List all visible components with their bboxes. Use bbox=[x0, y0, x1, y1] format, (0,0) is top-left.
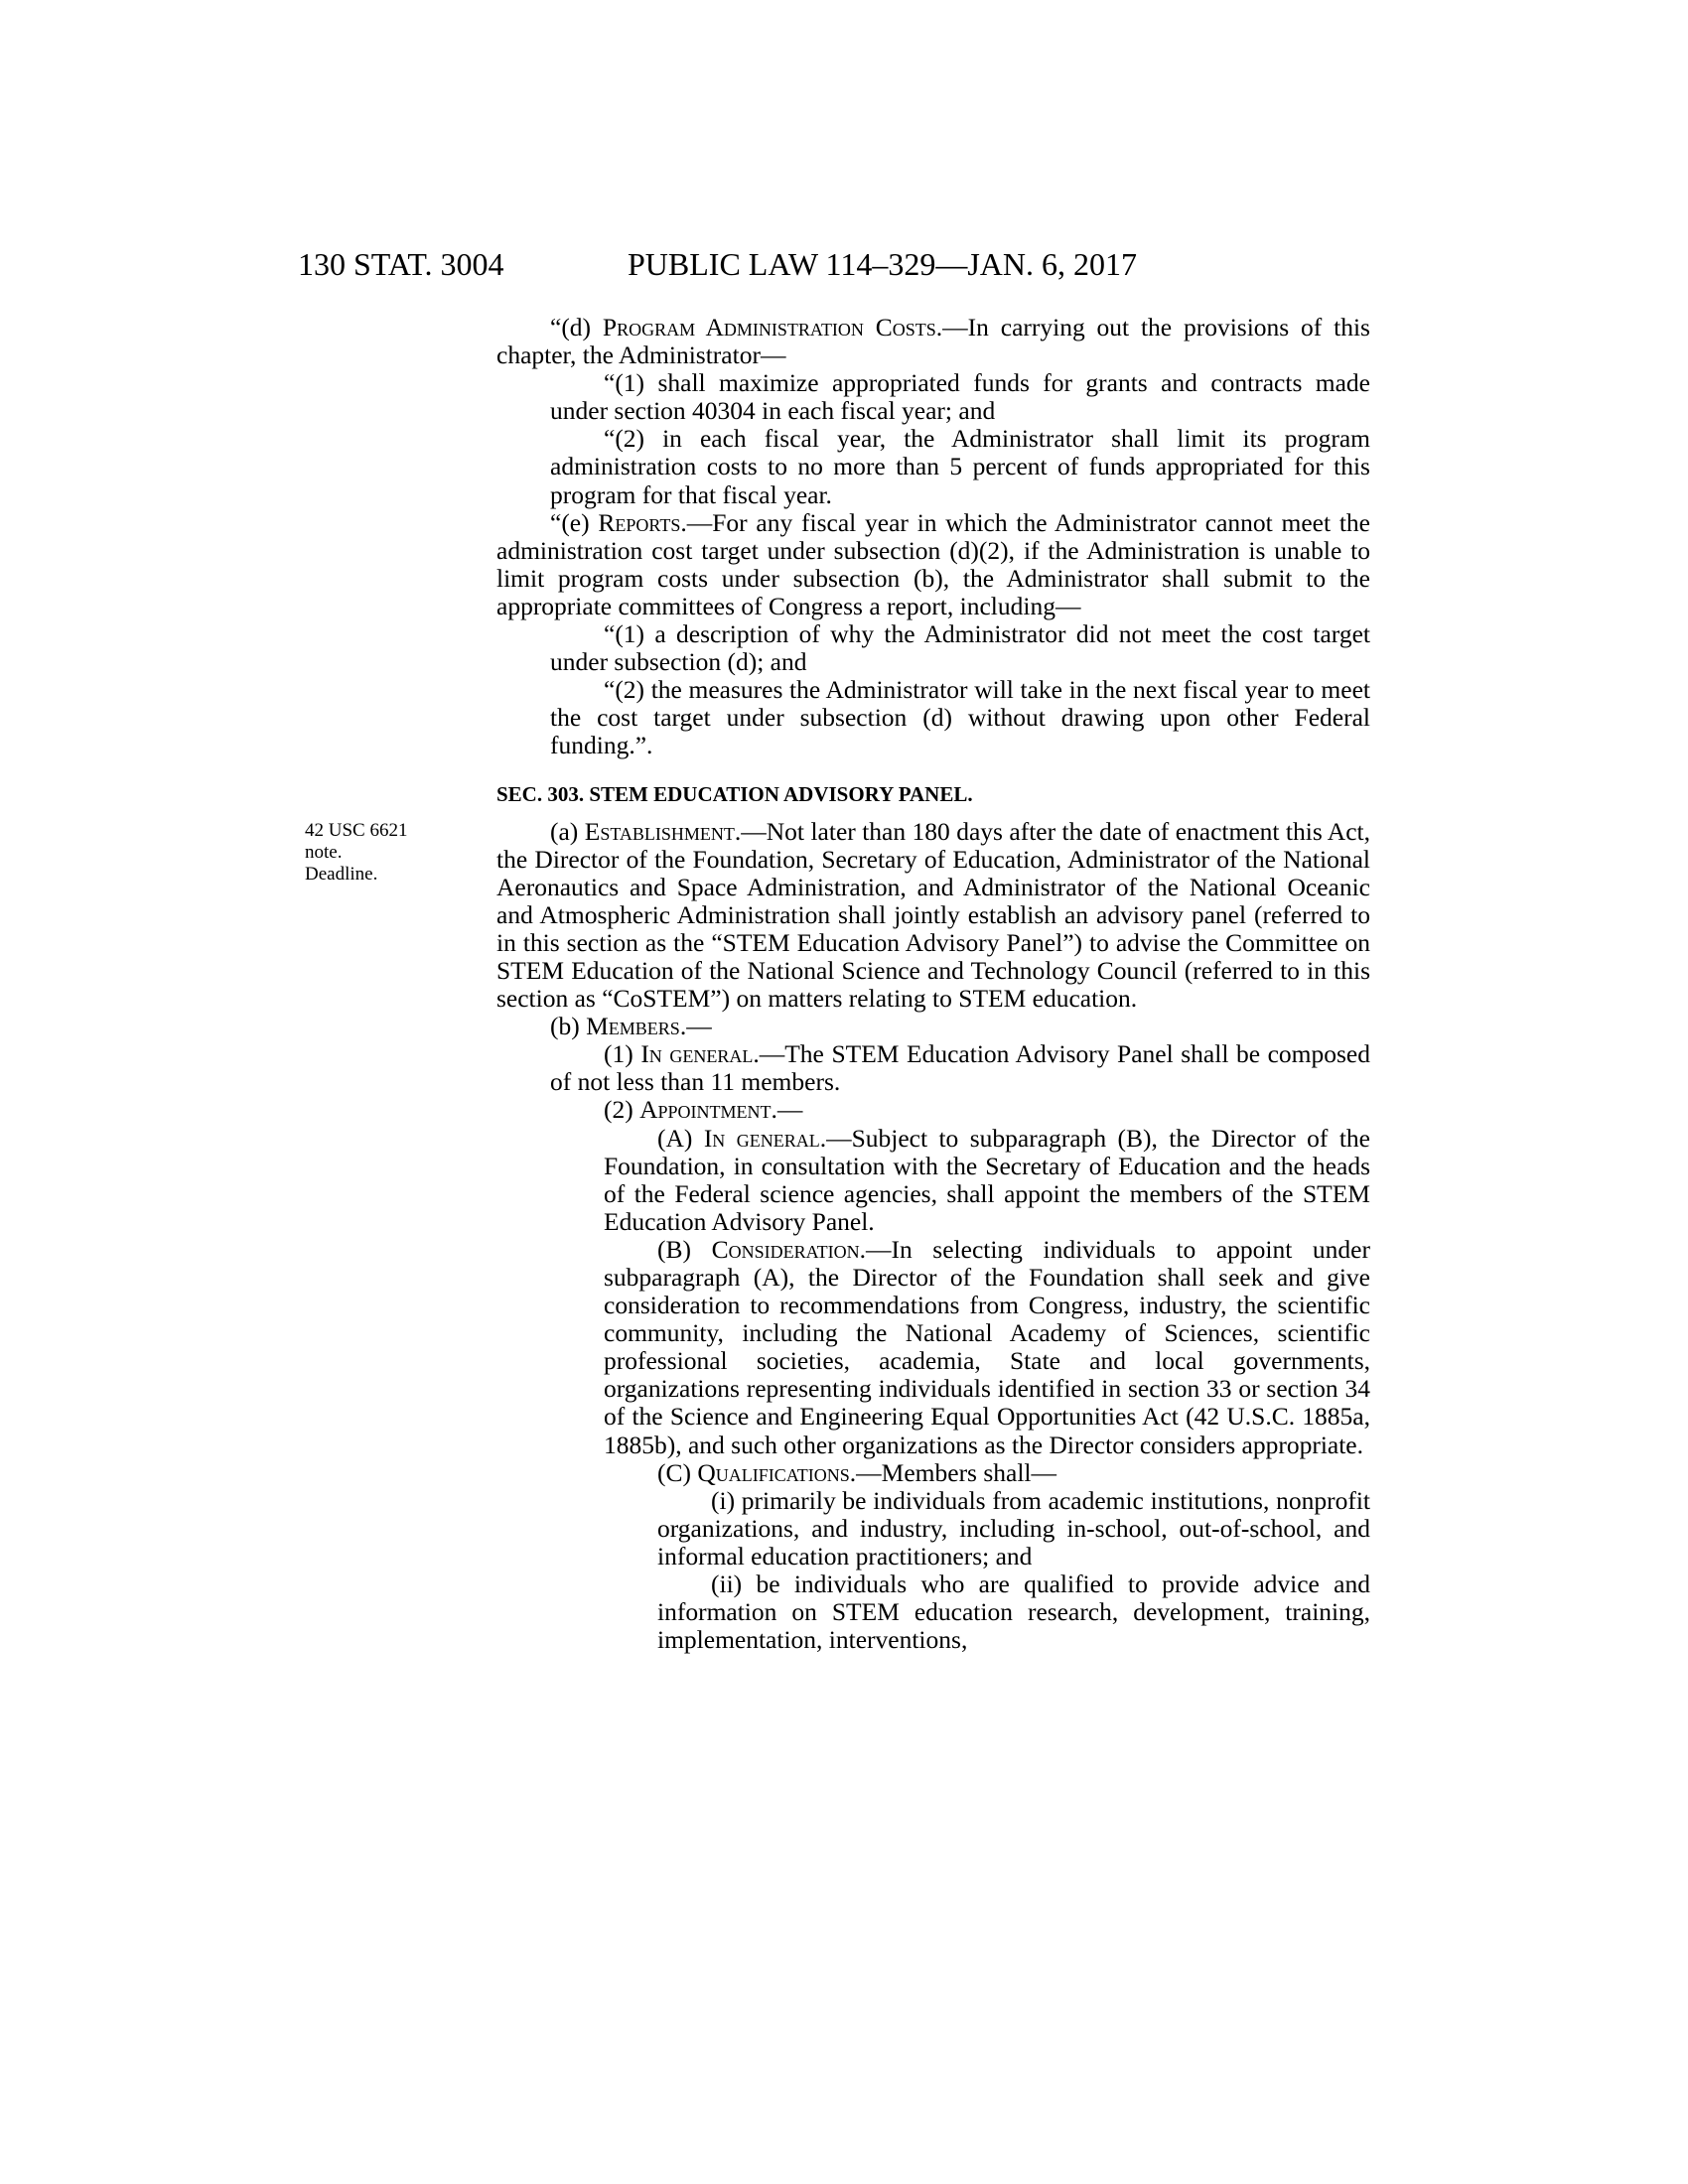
statute-body bbox=[496, 314, 1370, 1654]
members-appointment: (2) Appointment.— bbox=[604, 1095, 803, 1125]
section-303-heading: SEC. 303. STEM EDUCATION ADVISORY PANEL. bbox=[496, 781, 973, 806]
subsection-d: “(d) Program Administration Costs.—In carrying out the provisions of this chapter, the Administrator— bbox=[496, 313, 1370, 370]
members-in-general: (1) In general.—The STEM Education Advisory Panel shall be composed of not less than 11 members. bbox=[550, 1039, 1371, 1097]
section-303-members: (b) Members.— bbox=[550, 1012, 712, 1041]
subsection-e-item-2: “(2) the measures the Administrator will take in the next fiscal year to meet the cost target under subsection (d) without drawing upon other Federal funding.”. bbox=[550, 675, 1370, 760]
appointment-in-general: (A) In general.—Subject to subparagraph (B), the Director of the Foundation, in consultation with the Secretary of Education and the heads of the Federal science agencies, shall appoint the members of the STEM Education Advisory Panel. bbox=[604, 1123, 1370, 1236]
subsection-e-heading: Reports bbox=[598, 507, 681, 537]
statute-page-reference: 130 STAT. 3004 bbox=[298, 246, 504, 282]
qualifications-item-ii: (ii) be individuals who are qualified to provide advice and information on STEM education research, development, training, implementation, interventions, bbox=[657, 1570, 1370, 1655]
subsection-d-item-1: “(1) shall maximize appropriated funds for grants and contracts made under section 40304 in each fiscal year; and bbox=[550, 368, 1370, 426]
appointment-consideration: (B) Consideration.—In selecting individuals to appoint under subparagraph (A), the Director of the Foundation shall seek and give consideration to recommendations from Congress, industry, the scientific community, including the National Academy of Sciences, scientific professional societies, academia, State and local governments, organizations representing individuals identified in section 33 or section 34 of the Science and Engineering Equal Opportunities Act (42 U.S.C. 1885a, 1885b), and such other organizations as the Director considers appropriate. bbox=[604, 1234, 1370, 1459]
page-header bbox=[298, 244, 1370, 294]
margin-notes bbox=[305, 820, 454, 886]
margin-note-note: note. bbox=[305, 842, 343, 863]
qualifications-item-i: (i) primarily be individuals from academic institutions, nonprofit organizations, and industry, including in-school, out-of-school, and informal education practitioners; and bbox=[657, 1485, 1370, 1570]
appointment-qualifications: (C) Qualifications.—Members shall— bbox=[657, 1457, 1057, 1487]
subsection-e: “(e) Reports.—For any fiscal year in which the Administrator cannot meet the administration cost target under subsection (d)(2), if the Administration is unable to limit program costs under subsection (b), the Administrator shall submit to the appropriate committees of Congress a report, including— bbox=[496, 507, 1371, 620]
margin-note-deadline: Deadline. bbox=[305, 864, 378, 885]
subsection-d-heading: Program Administration Costs bbox=[602, 313, 936, 341]
margin-note-usc: 42 USC 6621 bbox=[305, 820, 408, 841]
subsection-d-item-2: “(2) in each fiscal year, the Administrator shall limit its program administration costs to no more than 5 percent of funds appropriated for this program for that fiscal year. bbox=[550, 424, 1370, 509]
subsection-e-item-1: “(1) a description of why the Administrator did not meet the cost target under subsection (d); and bbox=[550, 619, 1370, 677]
public-law-title: PUBLIC LAW 114–329—JAN. 6, 2017 bbox=[628, 246, 1137, 282]
section-303-establishment: (a) Establishment.—Not later than 180 days after the date of enactment this Act, the Director of the Foundation, Secretary of Education, Administrator of the National Aeronautics and Space Administration, and Administrator of the National Oceanic and Atmospheric Administration shall jointly establish an advisory panel (referred to in this section as the “STEM Education Advisory Panel”) to advise the Committee on STEM Education of the National Science and Technology Council (referred to in this section as “CoSTEM”) on matters relating to STEM education. bbox=[496, 816, 1370, 1014]
